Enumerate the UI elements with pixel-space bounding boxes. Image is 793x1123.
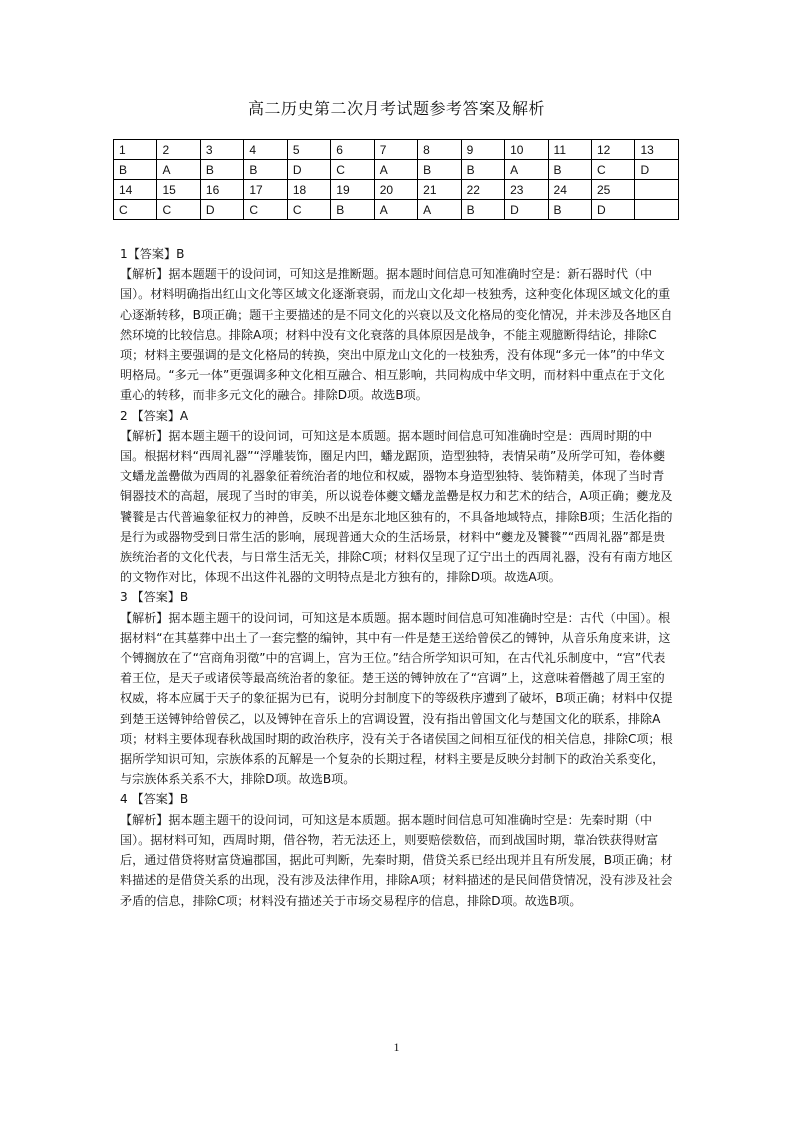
question-number-row [114, 180, 679, 200]
item-3-answer: 3 【答案】B [120, 590, 189, 605]
question-number-cell: 23 [505, 180, 548, 200]
question-number-cell: 7 [374, 140, 417, 160]
question-number-cell: 14 [114, 180, 157, 200]
page-number: 1 [393, 1040, 400, 1054]
answer-cell: B [244, 160, 287, 180]
answer-cell: B [548, 200, 591, 220]
answer-cell: B [461, 200, 504, 220]
question-number-cell: 15 [157, 180, 200, 200]
question-number-cell: 9 [461, 140, 504, 160]
answer-cell: D [635, 160, 679, 180]
answer-cell: D [200, 200, 243, 220]
question-number-cell: 20 [374, 180, 417, 200]
answer-cell: A [157, 160, 200, 180]
item-2-analysis: 【解析】据本题主题干的设问词，可知这是本质题。据本题时间信息可知准确时空是：西周时期的中国。根据材料“西周礼器”“浮雕装饰，圈足内凹，蟠龙踞顶，造型独特，表情呆萌”及所学可知，卷体夔文蟠龙盖罍做为西周的礼器象征着统治者的地位和权威，器物本身造型独特、装饰精美，体现了当时青铜器技术的高超，展现了当时的审美，所以说卷体夔文蟠龙盖罍是权力和艺术的结合，A项正确；夔龙及饕餮是古代普遍象征权力的神兽，反映不出是东北地区独有的，不具备地域特点，排除B项；生活化指的是行为或器物受到日常生活的影响，展现普通大众的生活场景，材料中“夔龙及饕餮”“西周礼器”都是贵族统治者的文化代表，与日常生活无关，排除C项；材料仅呈现了辽宁出土的西周礼器，没有有南方地区的文物作对比，体现不出这件礼器的文明特点是北方独有的，排除D项。故选A项。 [120, 428, 673, 585]
question-number-cell: 4 [244, 140, 287, 160]
question-number-cell: 5 [287, 140, 330, 160]
question-number-cell: 11 [548, 140, 591, 160]
answer-cell: A [505, 160, 548, 180]
answer-cell: B [331, 200, 374, 220]
question-number-cell: 2 [157, 140, 200, 160]
item-4-answer: 4 【答案】B [120, 792, 189, 807]
answer-cell: C [157, 200, 200, 220]
answer-cell: A [374, 200, 417, 220]
answer-row [114, 200, 679, 220]
answer-cell: C [244, 200, 287, 220]
item-3-analysis: 【解析】据本题主题干的设问词，可知这是本质题。据本题时间信息可知准确时空是：古代（中国）。根据材料“在其墓葬中出土了一套完整的编钟，其中有一件是楚王送给曾侯乙的镈钟，从音乐角度来讲，这个镈搁放在了“宫商角羽徵”中的宫调上，宫为王位。”结合所学知识可知，在古代礼乐制度中，“宫”代表着王位，是天子或诸侯等最高统治者的象征。楚王送的镈钟放在了“宫调”上，这意味着僭越了周王室的权威，将本应属于天子的象征据为已有，说明分封制度下的等级秩序遭到了破坏，B项正确；材料中仅提到楚王送镈钟给曾侯乙，以及镈钟在音乐上的宫调设置，没有指出曾国文化与楚国文化的联系，排除A项；材料主要体现春秋战国时期的政治秩序，没有关于各诸侯国之间相互征伐的相关信息，排除C项；根据所学知识可知，宗族体系的瓦解是一个复杂的长期过程，材料主要是反映分封制下的政治关系变化，与宗族体系关系不大，排除D项。故选B项。 [120, 610, 673, 787]
question-number-cell: 12 [591, 140, 634, 160]
question-number-cell: 16 [200, 180, 243, 200]
answer-cell: C [287, 200, 330, 220]
question-number-cell: 24 [548, 180, 591, 200]
question-number-cell: 10 [505, 140, 548, 160]
answer-cell: C [591, 160, 634, 180]
question-number-cell: 13 [635, 140, 679, 160]
answer-cell: B [200, 160, 243, 180]
question-number-cell [635, 180, 679, 200]
item-1-analysis: 【解析】据本题题干的设问词，可知这是推断题。据本题时间信息可知准确时空是：新石器时代（中国）。材料明确指出红山文化等区域文化逐渐衰弱，而龙山文化却一枝独秀，这种变化体现区域文化的重心逐渐转移，B项正确；题干主要描述的是不同文化的兴衰以及文化格局的变化情况，并未涉及各地区自然环境的比较信息。排除A项；材料中没有文化衰落的具体原因是战争，不能主观臆断得结论，排除C项；材料主要强调的是文化格局的转换，突出中原龙山文化的一枝独秀，没有体现“多元一体”的中华文明格局。“多元一体”更强调多种文化相互融合、相互影响，共同构成中华文明，而材料中重点在于文化重心的转移，而非多元文化的融合。排除D项。故选B项。 [120, 267, 673, 403]
answer-cell: B [548, 160, 591, 180]
question-number-cell: 1 [114, 140, 157, 160]
item-2-answer: 2 【答案】A [120, 408, 189, 423]
answer-cell: B [461, 160, 504, 180]
answer-cell: A [418, 200, 461, 220]
question-number-cell: 8 [418, 140, 461, 160]
answer-cell: B [114, 160, 157, 180]
question-number-cell: 21 [418, 180, 461, 200]
answer-cell: C [114, 200, 157, 220]
question-number-cell: 25 [591, 180, 634, 200]
answer-cell: D [287, 160, 330, 180]
question-number-cell: 6 [331, 140, 374, 160]
answer-cell: C [331, 160, 374, 180]
page-title: 高二历史第二次月考试题参考答案及解析 [247, 99, 545, 118]
answer-cell: D [505, 200, 548, 220]
item-1-answer: 1【答案】B [120, 247, 185, 261]
question-number-row [114, 140, 679, 160]
answer-row [114, 160, 679, 180]
question-number-cell: 3 [200, 140, 243, 160]
answer-cell [635, 200, 679, 220]
answer-cell: B [418, 160, 461, 180]
question-number-cell: 17 [244, 180, 287, 200]
question-number-cell: 19 [331, 180, 374, 200]
question-number-cell: 22 [461, 180, 504, 200]
answer-table [113, 139, 679, 220]
item-4-analysis: 【解析】据本题主题干的设问词，可知这是本质题。据本题时间信息可知准确时空是：先秦时期（中国）。据材料可知，西周时期，借谷物，若无法还上，则要赔偿数倍，而到战国时期，靠冶铁获得财富后，通过借贷将财富贷遍郡国，据此可判断，先秦时期，借贷关系已经出现并且有所发展，B项正确；材料描述的是借贷关系的出现，没有涉及法律作用，排除A项；材料描述的是民间借贷情况，没有涉及社会矛盾的信息，排除C项；材料没有描述关于市场交易程序的信息，排除D项。故选B项。 [120, 812, 673, 908]
explanations [120, 244, 675, 911]
question-number-cell: 18 [287, 180, 330, 200]
answer-cell: A [374, 160, 417, 180]
answer-cell: D [591, 200, 634, 220]
